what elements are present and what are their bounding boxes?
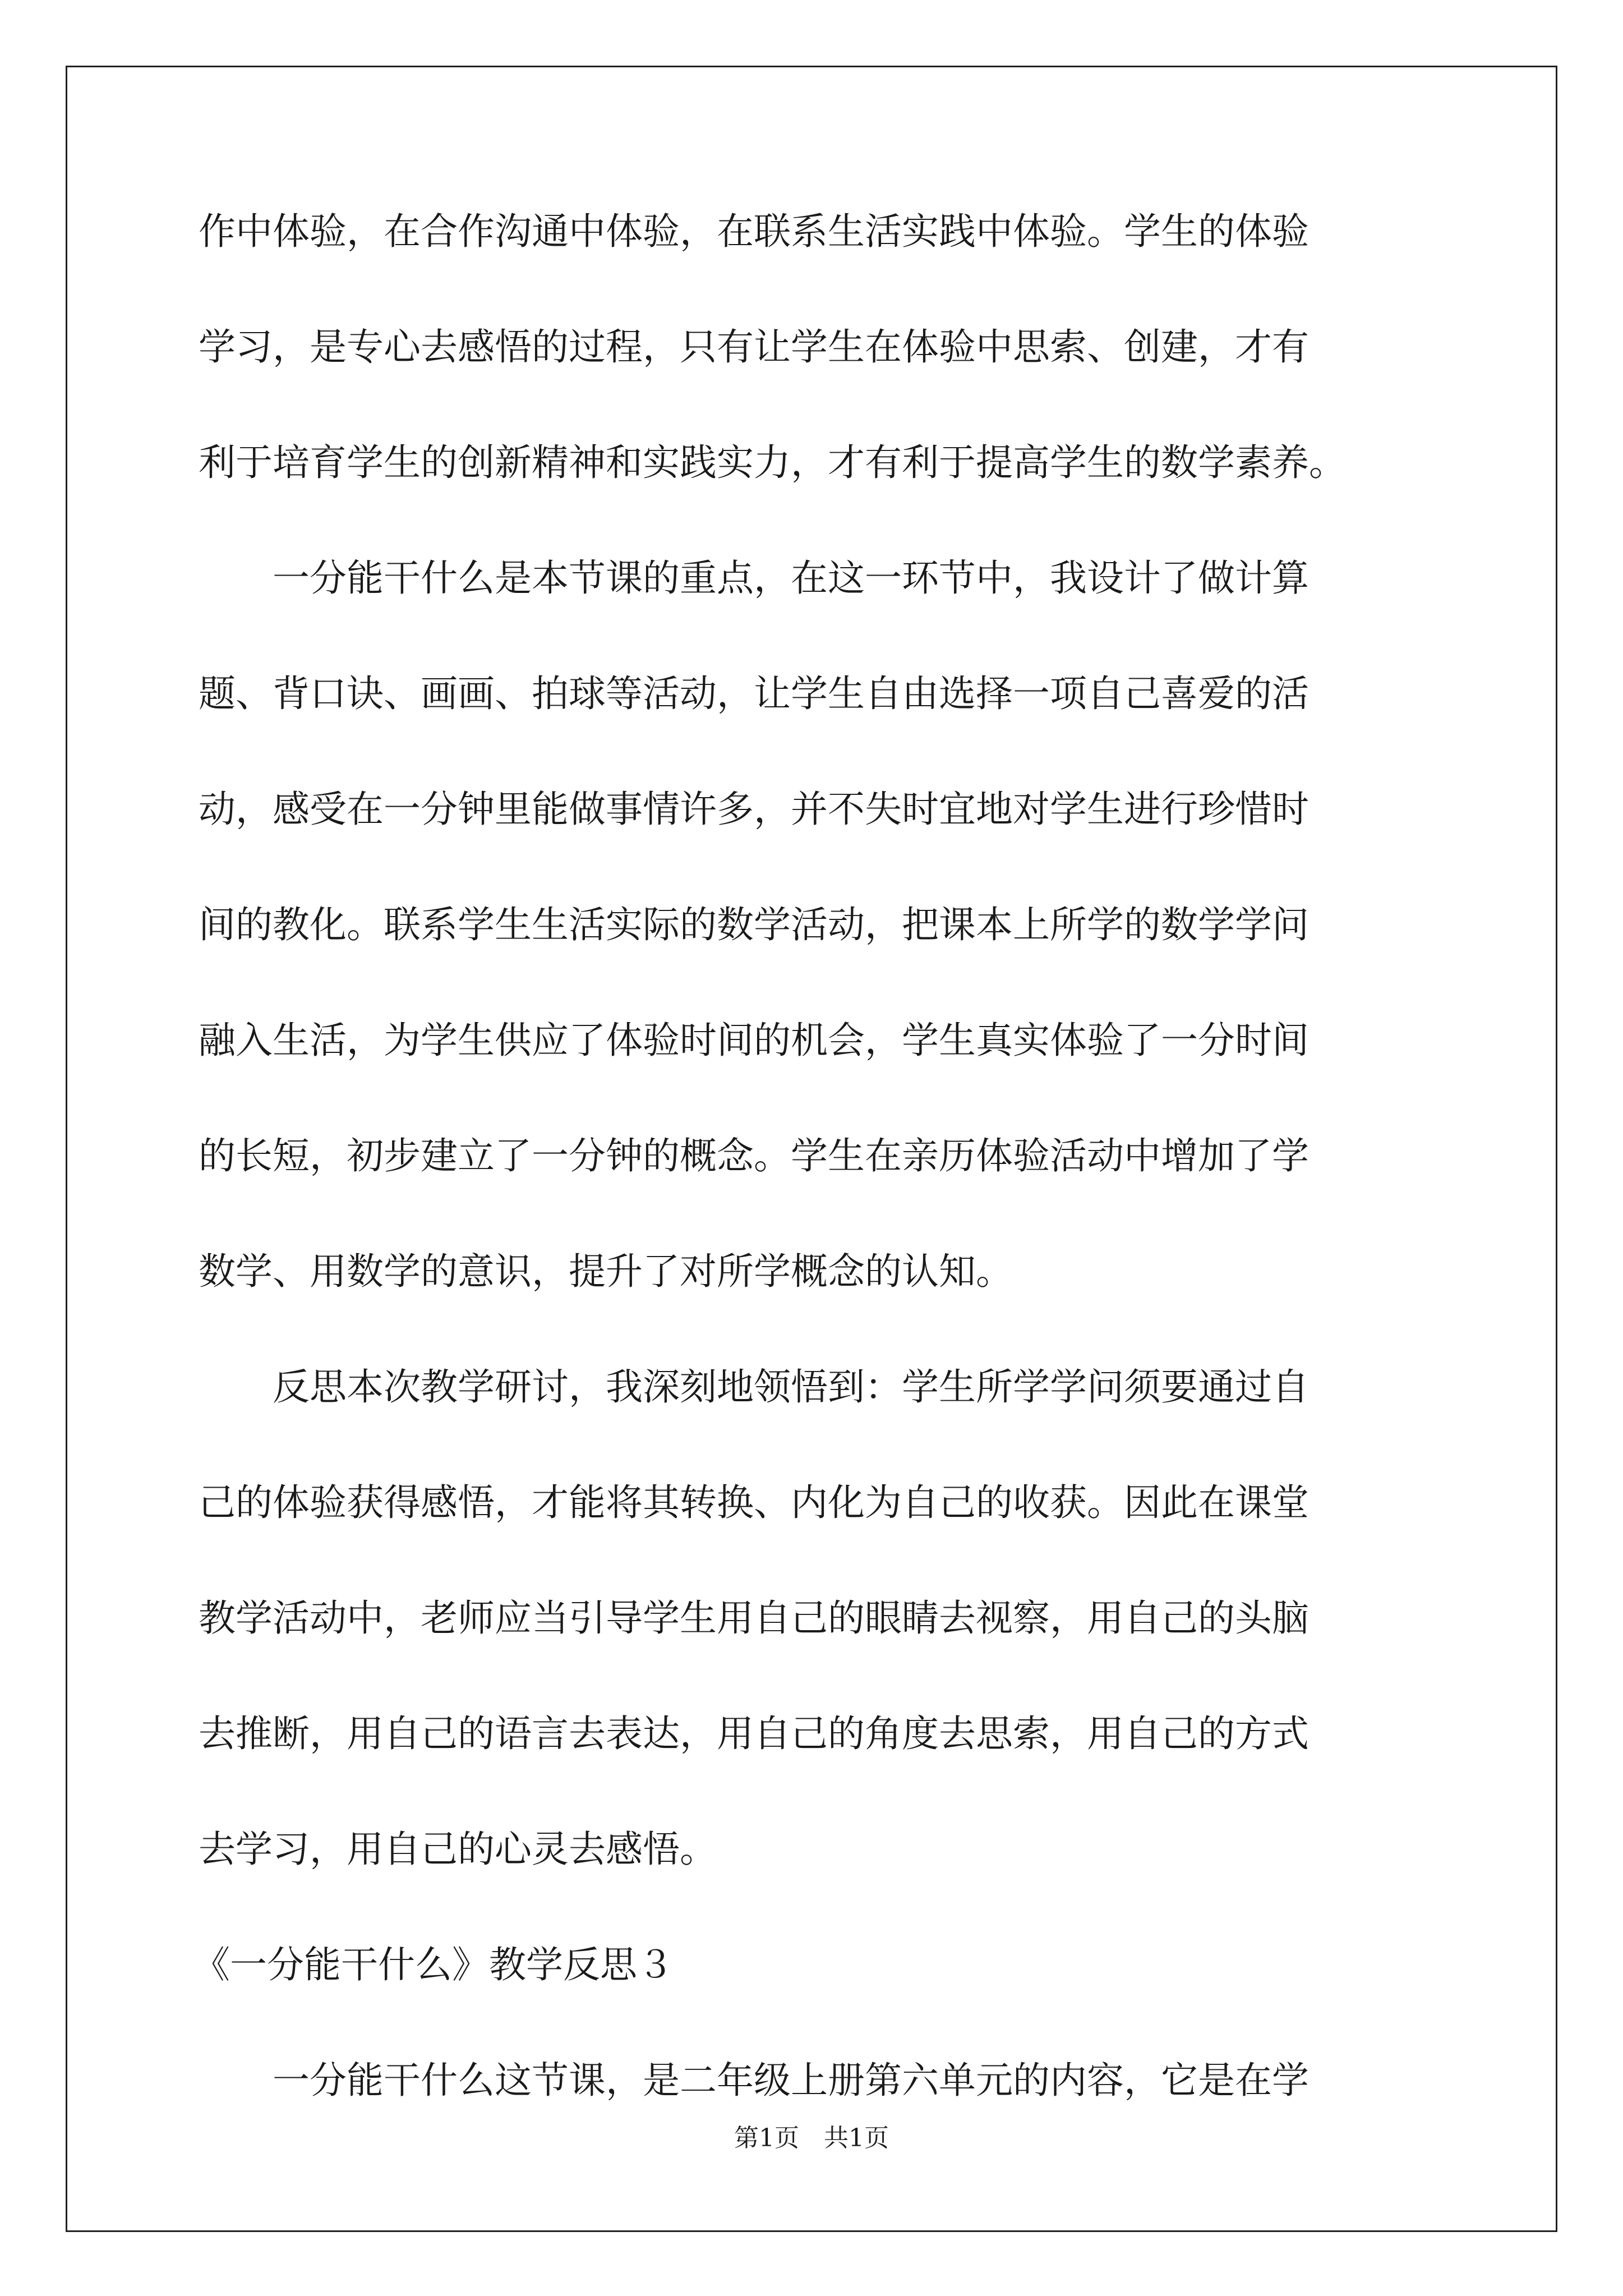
text-line: 去推断，用自己的语言去表达，用自己的角度去思索，用自己的方式 [199, 1712, 1309, 1755]
text-line: 己的体验获得感悟，才能将其转换、内化为自己的收获。因此在课堂 [199, 1481, 1309, 1524]
text-line: 一分能干什么是本节课的重点，在这一环节中，我设计了做计算 [199, 556, 1309, 600]
text-line: 作中体验，在合作沟通中体验，在联系生活实践中体验。学生的体验 [199, 210, 1309, 253]
text-line: 去学习，用自己的心灵去感悟。 [199, 1828, 717, 1871]
text-line: 利于培育学生的创新精神和实践实力，才有利于提高学生的数学素养。 [199, 441, 1346, 484]
text-line: 的长短，初步建立了一分钟的概念。学生在亲历体验活动中增加了学 [199, 1134, 1309, 1177]
page-footer: 第1页 共1页 [734, 2124, 889, 2152]
text-line: 数学、用数学的意识，提升了对所学概念的认知。 [199, 1250, 1013, 1293]
text-line: 间的教化。联系学生生活实际的数学活动，把课本上所学的数学学问 [199, 903, 1309, 946]
text-line: 融入生活，为学生供应了体验时间的机会，学生真实体验了一分时间 [199, 1019, 1309, 1062]
text-line: 反思本次教学研讨，我深刻地领悟到：学生所学学问须要通过自 [199, 1365, 1309, 1409]
text-line: 一分能干什么这节课，是二年级上册第六单元的内容，它是在学 [199, 2059, 1309, 2102]
section-heading: 《一分能干什么》教学反思３ [193, 1943, 674, 1986]
text-line: 教学活动中，老师应当引导学生用自己的眼睛去视察，用自己的头脑 [199, 1596, 1309, 1640]
text-line: 动，感受在一分钟里能做事情许多，并不失时宜地对学生进行珍惜时 [199, 788, 1309, 831]
text-line: 题、背口诀、画画、拍球等活动，让学生自由选择一项自己喜爱的活 [199, 672, 1309, 715]
document-body [193, 210, 1432, 2178]
text-line: 学习，是专心去感悟的过程，只有让学生在体验中思索、创建，才有 [199, 325, 1309, 369]
